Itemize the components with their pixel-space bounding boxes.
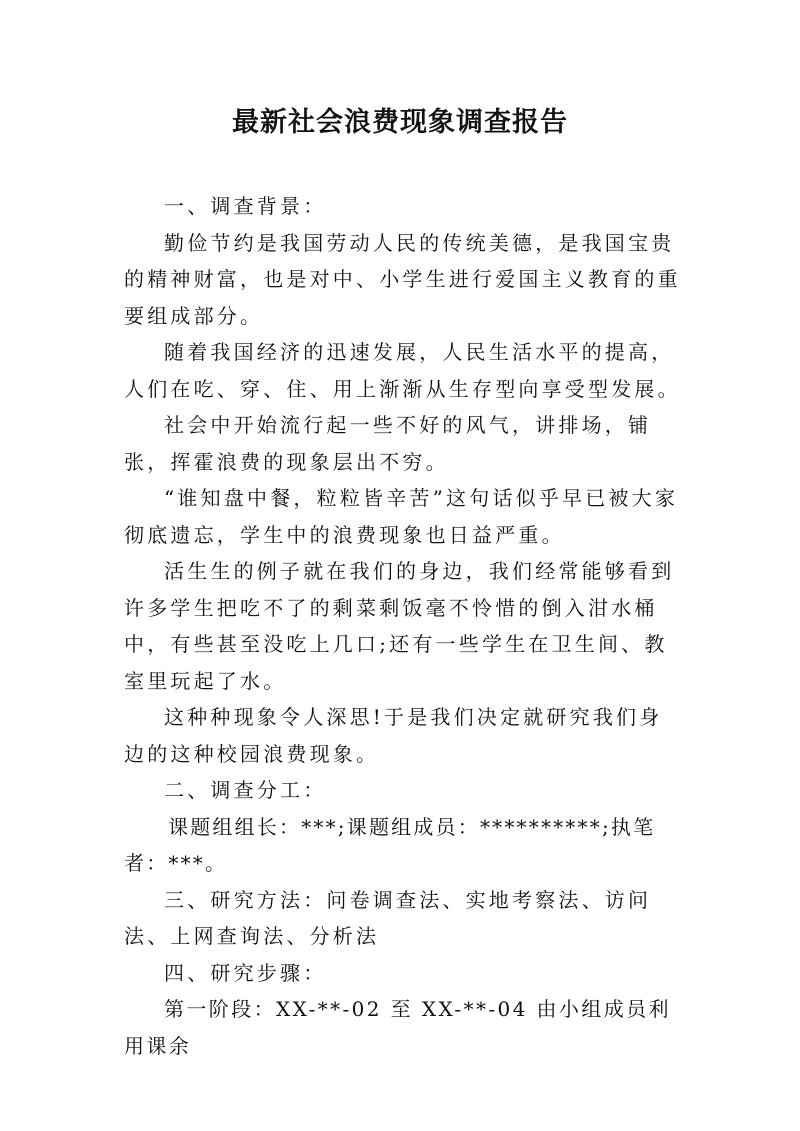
section-heading-methods: 三、研究方法：问卷调查法、实地考察法、访问法、上网查询法、分析法 xyxy=(124,887,652,948)
document-body xyxy=(124,188,684,1064)
paragraph: 勤俭节约是我国劳动人民的传统美德，是我国宝贵的精神财富，也是对中、小学生进行爱国主义教育的重要组成部分。 xyxy=(124,230,681,328)
paragraph-step-one: 第一阶段：XX-**-02 至 XX-**-04 由小组成员利用课余 xyxy=(124,997,671,1058)
paragraph: “谁知盘中餐，粒粒皆辛苦”这句话似乎早已被大家彻底遗忘，学生中的浪费现象也日益严重。 xyxy=(124,486,679,547)
paragraph: 社会中开始流行起一些不好的风气，讲排场，铺张，挥霍浪费的现象层出不穷。 xyxy=(124,413,652,474)
document-title: 最新社会浪费现象调查报告 xyxy=(232,107,568,138)
section-heading-division: 二、调查分工： xyxy=(164,778,327,802)
section-heading-background: 一、调查背景： xyxy=(164,194,327,218)
paragraph: 活生生的例子就在我们的身边，我们经常能够看到许多学生把吃不了的剩菜剩饭毫不怜惜的倒入泔水桶中，有些甚至没吃上几口;还有一些学生在卫生间、教室里玩起了水。 xyxy=(124,559,675,693)
paragraph-members: 课题组组长：***;课题组成员：**********;执笔者：***。 xyxy=(124,814,656,875)
paragraph: 随着我国经济的迅速发展，人民生活水平的提高，人们在吃、穿、住、用上渐渐从生存型向享受型发展。 xyxy=(124,340,681,401)
section-heading-steps: 四、研究步骤： xyxy=(164,960,327,985)
paragraph: 这种种现象令人深思!于是我们决定就研究我们身边的这种校园浪费现象。 xyxy=(124,705,663,766)
